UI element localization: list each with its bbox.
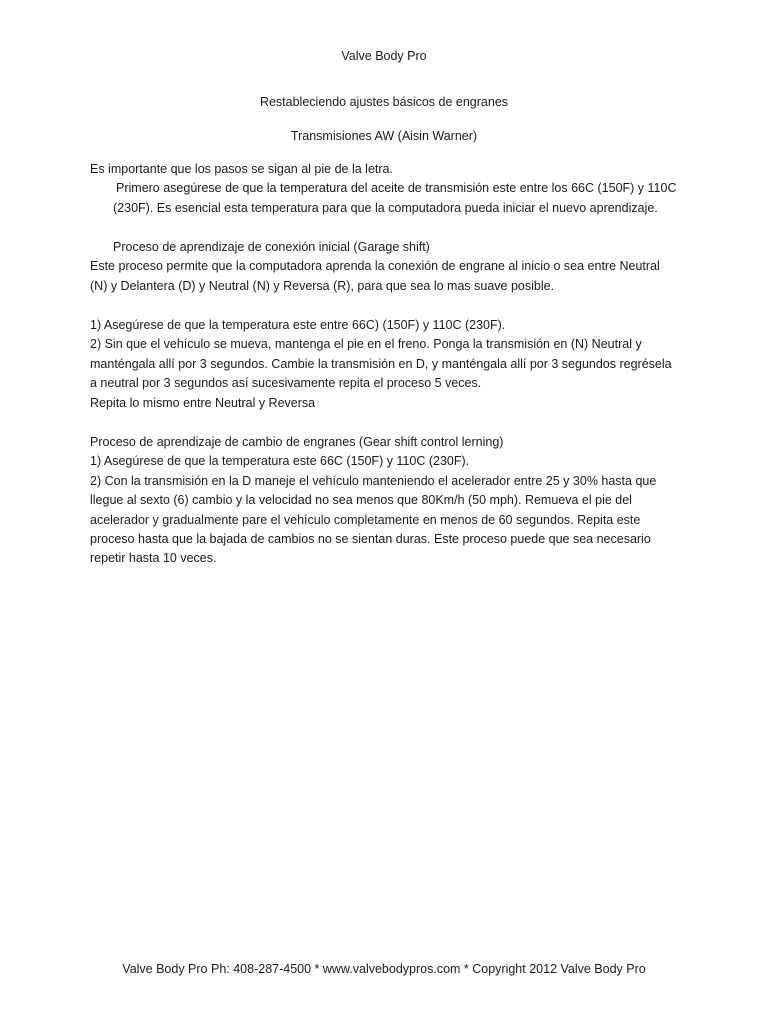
garage-desc-line-1: Este proceso permite que la computadora aprenda la conexión de engrane al inicio o sea entre Neutral [90, 259, 660, 274]
garage-step-3: Repita lo mismo entre Neutral y Reversa [90, 395, 316, 410]
intro-block [90, 160, 690, 218]
intro-line-2: Primero asegúrese de que la temperatura del aceite de transmisión este entre los 66C (150F) y 110C [116, 181, 677, 196]
gear-step-2-line-1: 2) Con la transmisión en la D maneje el vehículo manteniendo el acelerador entre 25 y 30% hasta que [90, 473, 657, 488]
gear-step-2-line-4: proceso hasta que la bajada de cambios no se sientan duras. Este proceso puede que sea necesario [90, 532, 651, 547]
document-title: Restableciendo ajustes básicos de engranes [259, 95, 509, 109]
gear-step-1: 1) Asegúrese de que la temperatura este 66C (150F) y 110C (230F). [90, 454, 470, 469]
garage-desc-line-2: (N) y Delantera (D) y Neutral (N) y Reversa (R), para que sea lo mas suave posible. [90, 278, 555, 293]
gear-step-2-line-5: repetir hasta 10 veces. [90, 551, 217, 566]
garage-step-1: 1) Asegúrese de que la temperatura este entre 66C) (150F) y 110C (230F). [90, 318, 506, 332]
gear-step-2-line-3: acelerador y gradualmente pare el vehículo completamente en menos de 60 segundos. Repita este [90, 512, 641, 527]
garage-step-2-line-3: a neutral por 3 segundos así sucesivamente repita el proceso 5 veces. [90, 376, 482, 391]
header-title: Valve Body Pro [341, 49, 427, 63]
garage-section [90, 238, 690, 296]
garage-step-2-line-2: manténgala allí por 3 segundos. Cambie la transmisión en D, y manténgala allí por 3 segundos regrésela [90, 356, 672, 371]
gear-step-2-line-2: llegue al sexto (6) cambio y la velocidad no sea menos que 80Km/h (50 mph). Remueva el pie del [90, 493, 632, 508]
intro-line-3: (230F). Es esencial esta temperatura para que la computadora pueda iniciar el nuevo aprendizaje. [113, 200, 658, 215]
intro-line-1: Es importante que los pasos se sigan al pie de la letra. [90, 162, 393, 176]
gear-section [90, 433, 690, 569]
page-footer: Valve Body Pro Ph: 408-287-4500 * www.valvebodypros.com * Copyright 2012 Valve Body Pro [122, 962, 646, 976]
gear-heading: Proceso de aprendizaje de cambio de engranes (Gear shift control lerning) [90, 435, 504, 449]
document-subtitle: Transmisiones AW (Aisin Warner) [290, 129, 478, 143]
garage-heading: Proceso de aprendizaje de conexión inicial (Garage shift) [113, 240, 430, 254]
garage-step-2-line-1: 2) Sin que el vehículo se mueva, mantenga el pie en el freno. Ponga la transmisión en (N) Neutral y [90, 337, 642, 352]
garage-steps [90, 316, 690, 413]
